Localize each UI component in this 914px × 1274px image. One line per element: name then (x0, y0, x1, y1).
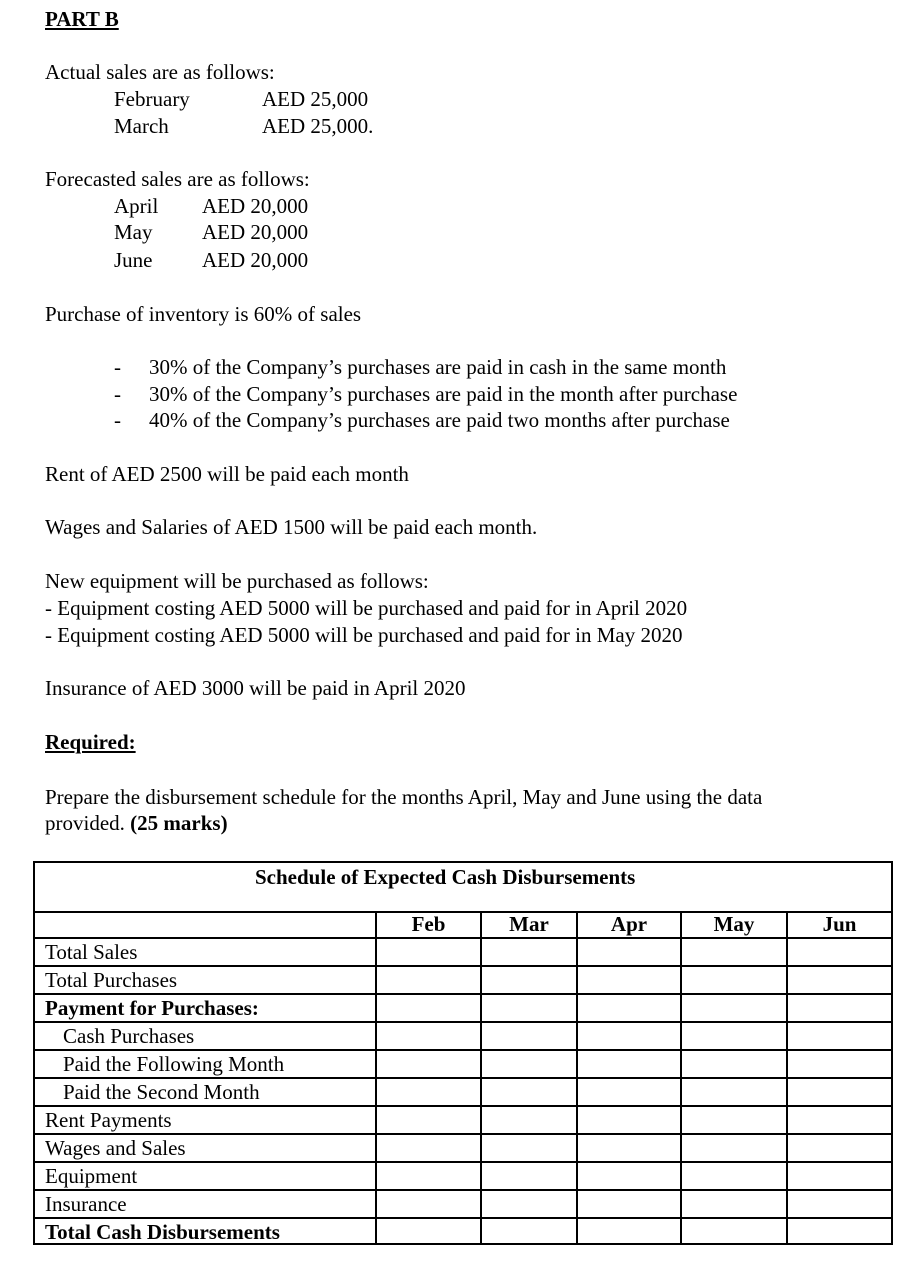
table-row (35, 994, 891, 1022)
instruction-line-2 (45, 810, 228, 836)
input-cell[interactable] (577, 1050, 681, 1078)
input-cell[interactable] (376, 1162, 481, 1190)
rent-text: Rent of AED 2500 will be paid each month (45, 462, 409, 486)
part-title: PART B (45, 7, 119, 31)
input-cell[interactable] (681, 1078, 787, 1106)
input-cell[interactable] (787, 1218, 891, 1245)
actual-sales-amount: AED 25,000. (262, 114, 374, 138)
input-cell[interactable] (681, 1190, 787, 1218)
equipment-line: - Equipment costing AED 5000 will be purchased and paid for in May 2020 (45, 623, 683, 647)
input-cell[interactable] (376, 1106, 481, 1134)
disbursement-schedule (33, 861, 893, 1245)
input-cell[interactable] (787, 1022, 891, 1050)
row-label: Total Cash Disbursements (35, 1218, 376, 1245)
forecast-sales-month: June (114, 248, 153, 272)
input-cell[interactable] (787, 966, 891, 994)
input-cell[interactable] (577, 1078, 681, 1106)
input-cell[interactable] (376, 938, 481, 966)
forecast-sales-month: May (114, 220, 153, 244)
equipment-line: - Equipment costing AED 5000 will be purchased and paid for in April 2020 (45, 596, 688, 620)
table-row (35, 1078, 891, 1106)
input-cell[interactable] (481, 1162, 577, 1190)
marks-label: (25 marks) (130, 811, 228, 835)
input-cell[interactable] (787, 938, 891, 966)
input-cell[interactable] (787, 994, 891, 1022)
header-row (35, 911, 891, 938)
table-row (35, 938, 891, 966)
input-cell[interactable] (577, 1190, 681, 1218)
actual-sales-month: February (114, 87, 190, 111)
input-cell[interactable] (577, 1162, 681, 1190)
input-cell[interactable] (376, 966, 481, 994)
input-cell[interactable] (481, 1190, 577, 1218)
input-cell[interactable] (376, 1050, 481, 1078)
actual-sales-month: March (114, 114, 169, 138)
table-row (35, 966, 891, 994)
input-cell[interactable] (787, 1134, 891, 1162)
row-label: Rent Payments (35, 1106, 376, 1134)
input-cell[interactable] (681, 966, 787, 994)
input-cell[interactable] (787, 1106, 891, 1134)
row-label: Paid the Following Month (35, 1050, 376, 1078)
input-cell[interactable] (376, 1078, 481, 1106)
input-cell[interactable] (787, 1050, 891, 1078)
input-cell[interactable] (376, 1022, 481, 1050)
header-blank (35, 911, 376, 938)
table-row (35, 1190, 891, 1218)
input-cell[interactable] (681, 1134, 787, 1162)
equipment-intro: New equipment will be purchased as follows: (45, 569, 429, 593)
input-cell[interactable] (787, 1078, 891, 1106)
bullet-dash: - (114, 355, 121, 379)
row-label: Total Purchases (35, 966, 376, 994)
input-cell[interactable] (681, 938, 787, 966)
input-cell[interactable] (481, 1218, 577, 1245)
column-header: Jun (787, 911, 891, 938)
column-header: Apr (577, 911, 681, 938)
input-cell[interactable] (577, 1134, 681, 1162)
row-label: Total Sales (35, 938, 376, 966)
purchase-text: Purchase of inventory is 60% of sales (45, 302, 362, 326)
forecast-sales-month: April (114, 194, 159, 218)
input-cell[interactable] (481, 1078, 577, 1106)
column-header: Feb (376, 911, 481, 938)
input-cell[interactable] (481, 1106, 577, 1134)
column-header: Mar (481, 911, 577, 938)
actual-sales-amount: AED 25,000 (262, 87, 369, 111)
input-cell[interactable] (376, 1218, 481, 1245)
input-cell[interactable] (481, 1050, 577, 1078)
actual-sales-intro: Actual sales are as follows: (45, 60, 275, 84)
input-cell[interactable] (577, 1022, 681, 1050)
input-cell[interactable] (681, 994, 787, 1022)
input-cell[interactable] (787, 1190, 891, 1218)
schedule-grid (35, 911, 891, 1245)
row-label: Equipment (35, 1162, 376, 1190)
table-row (35, 1218, 891, 1245)
instruction-line-1: Prepare the disbursement schedule for the months April, May and June using the data (45, 785, 763, 809)
input-cell[interactable] (681, 1162, 787, 1190)
row-label: Payment for Purchases: (35, 994, 376, 1022)
forecast-sales-amount: AED 20,000 (202, 248, 309, 272)
forecast-sales-amount: AED 20,000 (202, 220, 309, 244)
input-cell[interactable] (481, 1134, 577, 1162)
table-row (35, 1022, 891, 1050)
table-row (35, 1134, 891, 1162)
required-heading: Required: (45, 730, 136, 754)
input-cell[interactable] (577, 1218, 681, 1245)
input-cell[interactable] (577, 938, 681, 966)
input-cell[interactable] (376, 1190, 481, 1218)
forecast-sales-intro: Forecasted sales are as follows: (45, 167, 310, 191)
row-label: Cash Purchases (35, 1022, 376, 1050)
instruction-text: provided. (45, 811, 125, 835)
input-cell[interactable] (681, 1106, 787, 1134)
table-row (35, 1162, 891, 1190)
payment-term: 30% of the Company’s purchases are paid in cash in the same month (149, 355, 727, 379)
input-cell[interactable] (577, 966, 681, 994)
input-cell[interactable] (577, 994, 681, 1022)
input-cell[interactable] (481, 1022, 577, 1050)
row-label: Insurance (35, 1190, 376, 1218)
input-cell[interactable] (681, 1218, 787, 1245)
wages-text: Wages and Salaries of AED 1500 will be paid each month. (45, 515, 538, 539)
bullet-dash: - (114, 408, 121, 432)
input-cell[interactable] (481, 994, 577, 1022)
schedule-title: Schedule of Expected Cash Disbursements (255, 865, 636, 889)
table-row (35, 1050, 891, 1078)
table-row (35, 1106, 891, 1134)
input-cell[interactable] (577, 1106, 681, 1134)
input-cell[interactable] (681, 1022, 787, 1050)
input-cell[interactable] (376, 994, 481, 1022)
schedule-title-bar (35, 863, 891, 913)
input-cell[interactable] (481, 966, 577, 994)
payment-term: 30% of the Company’s purchases are paid in the month after purchase (149, 382, 738, 406)
input-cell[interactable] (681, 1050, 787, 1078)
insurance-text: Insurance of AED 3000 will be paid in April 2020 (45, 676, 466, 700)
input-cell[interactable] (481, 938, 577, 966)
row-label: Paid the Second Month (35, 1078, 376, 1106)
input-cell[interactable] (787, 1162, 891, 1190)
payment-term: 40% of the Company’s purchases are paid two months after purchase (149, 408, 730, 432)
row-label: Wages and Sales (35, 1134, 376, 1162)
input-cell[interactable] (376, 1134, 481, 1162)
column-header: May (681, 911, 787, 938)
bullet-dash: - (114, 382, 121, 406)
forecast-sales-amount: AED 20,000 (202, 194, 309, 218)
